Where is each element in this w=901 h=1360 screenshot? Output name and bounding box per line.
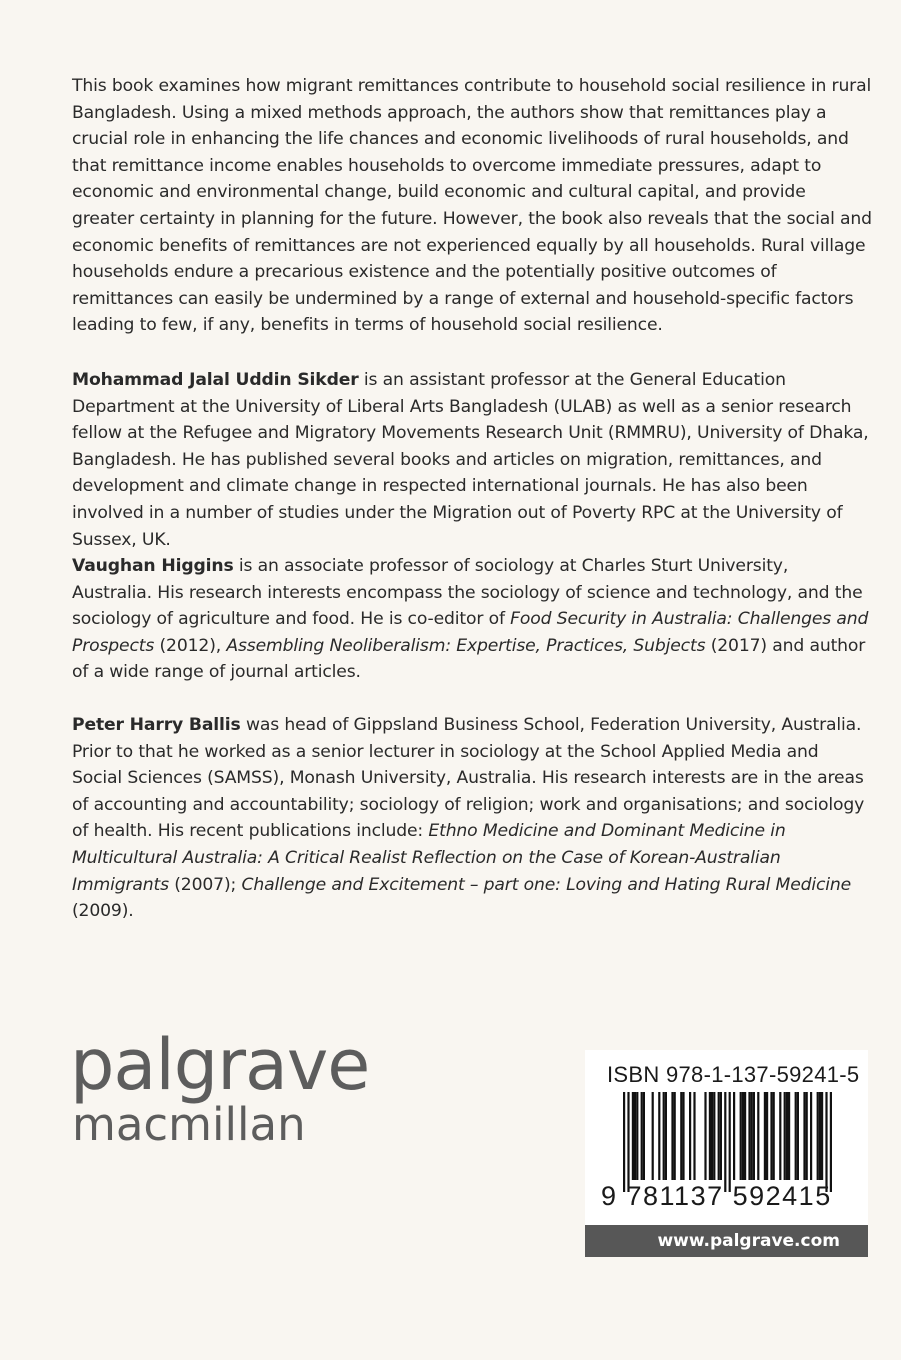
- barcode-bar: [819, 1092, 821, 1180]
- barcode-bar: [740, 1092, 742, 1180]
- isbn-barcode: [585, 1050, 868, 1226]
- barcode-bar: [720, 1092, 722, 1180]
- bio-text: is an assistant professor at the General Education Department at the University of Liberal Arts Bangladesh (ULAB) as well as a senior research fellow at the Refugee and Migratory Movements Research Unit (RMMRU), University of Dhaka, Bangladesh. He has published several books and articles on migration, remittances, and development and climate change in respected international journals. He has also been involved in a number of studies under the Migration out of Poverty RPC at the University of Sussex, UK.: [72, 370, 869, 550]
- bio-text: (2017) and author of a wide range of journal articles.: [72, 635, 866, 683]
- bio-paragraph: [72, 712, 872, 925]
- bio-paragraph: [72, 367, 872, 553]
- book-description: [72, 73, 872, 339]
- barcode-bar: [636, 1092, 638, 1180]
- author-bio-higgins: [72, 553, 872, 686]
- barcode-bar: [643, 1092, 645, 1180]
- barcode-bar: [810, 1092, 812, 1180]
- book-title: Food Security in Australia: Challenges and Prospects: [72, 609, 869, 656]
- barcode-bar: [693, 1092, 695, 1180]
- website-url: www.palgrave.com: [657, 1231, 840, 1251]
- barcode-bar: [773, 1092, 775, 1180]
- barcode-bar: [764, 1092, 766, 1180]
- barcode-bar: [641, 1092, 643, 1180]
- barcode-bar: [744, 1092, 746, 1180]
- isbn-label: ISBN 978-1-137-59241-5: [607, 1062, 860, 1087]
- website-bar: [585, 1225, 868, 1257]
- bio-text: was head of Gippsland Business School, Federation University, Australia. Prior to that he worked as a senior lecturer in sociology at the School Applied Media and Social Sciences (SAMSS), Monash University, Australia. His research interests are in the areas of accounting and accountability; sociology of religion; work and organisations; and sociology of health. His recent publications include:: [72, 715, 865, 842]
- barcode-bar: [806, 1092, 808, 1180]
- publisher-logo: [70, 1024, 370, 1151]
- author-name: Vaughan Higgins: [72, 556, 234, 576]
- barcode-bar: [665, 1092, 667, 1180]
- barcode-bar: [711, 1092, 713, 1180]
- barcode-bar: [634, 1092, 636, 1180]
- barcode-bar: [632, 1092, 634, 1180]
- barcode-bar: [748, 1092, 750, 1180]
- barcode-bar: [663, 1092, 665, 1180]
- bio-text: (2007);: [168, 874, 242, 895]
- barcode-guard-bar: [830, 1092, 832, 1192]
- barcode-bar: [680, 1092, 682, 1180]
- barcode-bar: [671, 1092, 673, 1180]
- author-name: Peter Harry Ballis: [72, 715, 241, 735]
- barcode-bar: [713, 1092, 715, 1180]
- barcode-bar: [742, 1092, 744, 1180]
- barcode-bar: [709, 1092, 711, 1180]
- barcode-bar: [779, 1092, 781, 1180]
- author-bio-sikder: [72, 367, 872, 553]
- barcode-guard-bar: [623, 1092, 625, 1192]
- barcode-bar: [817, 1092, 819, 1180]
- blurb-paragraph: This book examines how migrant remittances contribute to household social resilience in rural Bangladesh. Using a mixed methods approach, the authors show that remittances play a crucial role in enhancing the life chances and economic livelihoods of rural households, and that remittance income enables households to overcome immediate pressures, adapt to economic and environmental change, build economic and cultural capital, and provide greater certainty in planning for the future. However, the book also reveals that the social and economic benefits of remittances are not experienced equally by all households. Rural village households endure a precarious existence and the potentially positive outcomes of remittances can easily be undermined by a range of external and household-specific factors leading to few, if any, benefits in terms of household social resilience.: [72, 76, 872, 336]
- barcode-bar: [733, 1092, 735, 1180]
- book-title: Challenge and Excitement – part one: Loving and Hating Rural Medicine: [241, 874, 852, 895]
- barcode-guard-bar: [724, 1092, 726, 1192]
- barcode-bar: [821, 1092, 823, 1180]
- publisher-logo-line1: palgrave: [70, 1024, 370, 1106]
- barcode-bar: [770, 1092, 772, 1180]
- bio-text: (2012),: [154, 635, 227, 656]
- barcode-bar: [652, 1092, 654, 1180]
- barcode-bar: [786, 1092, 788, 1180]
- bio-text: is an associate professor of sociology at Charles Sturt University, Australia. His research interests encompass the sociology of science and technology, and the sociology of agriculture and food. He is co-editor of: [72, 556, 863, 630]
- author-bio-ballis: [72, 712, 872, 925]
- barcode-bar: [718, 1092, 720, 1180]
- bio-paragraph: [72, 553, 872, 686]
- barcode-bar: [797, 1092, 799, 1180]
- barcode-guard-bar: [825, 1092, 827, 1192]
- author-name: Mohammad Jalal Uddin Sikder: [72, 370, 359, 390]
- publisher-logo-line2: macmillan: [72, 1098, 306, 1151]
- barcode-bar: [674, 1092, 676, 1180]
- barcode-bar: [689, 1092, 691, 1180]
- barcode-bar: [788, 1092, 790, 1180]
- barcode-guard-bar: [627, 1092, 629, 1192]
- barcode-bar: [795, 1092, 797, 1180]
- book-title: Assembling Neoliberalism: Expertise, Practices, Subjects: [226, 635, 706, 656]
- barcode-bar: [751, 1092, 753, 1180]
- barcode-bar: [682, 1092, 684, 1180]
- bio-text: (2009).: [72, 901, 134, 922]
- barcode-bar: [704, 1092, 706, 1180]
- barcode-bar: [753, 1092, 755, 1180]
- barcode-bar: [757, 1092, 759, 1180]
- barcode-bar: [803, 1092, 805, 1180]
- barcode-digits: 9 781137 592415: [601, 1181, 832, 1211]
- book-title: Ethno Medicine and Dominant Medicine in Multicultural Australia: A Critical Realist Reflection on the Case of Korean-Australian Immigrants: [72, 821, 786, 895]
- barcode-bar: [658, 1092, 660, 1180]
- barcode-bar: [766, 1092, 768, 1180]
- barcode-guard-bar: [729, 1092, 731, 1192]
- barcode-bar: [784, 1092, 786, 1180]
